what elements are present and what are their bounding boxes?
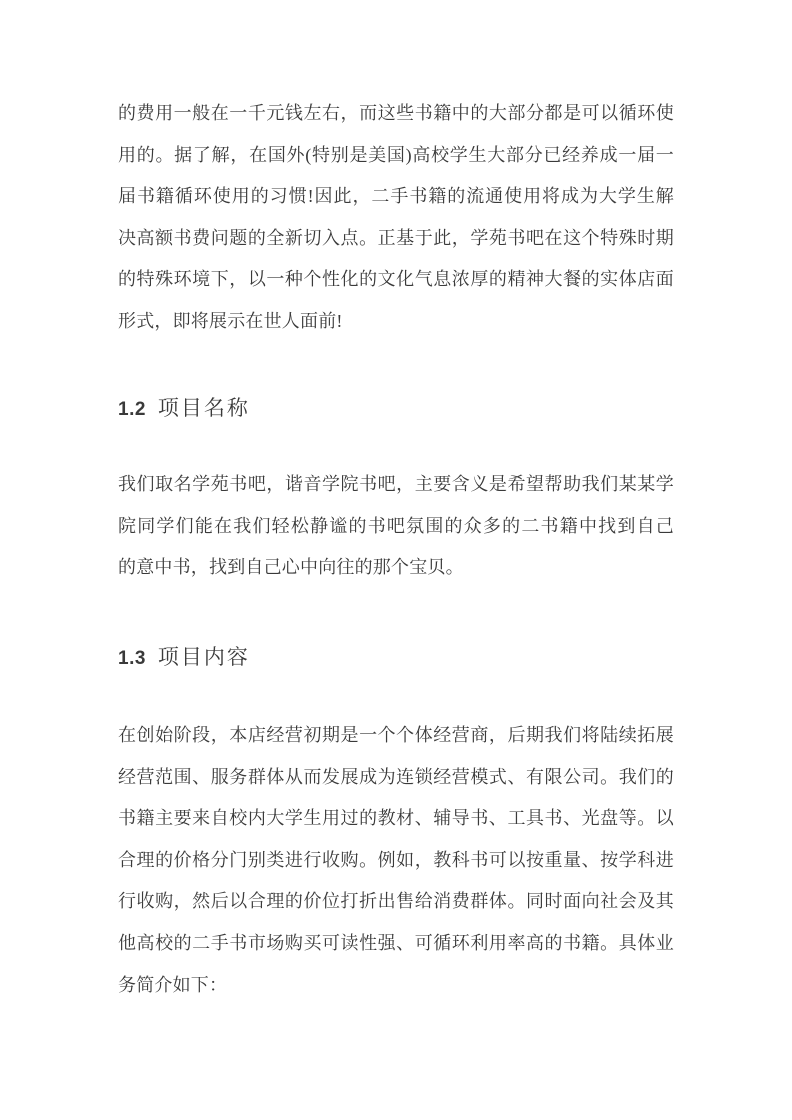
text-line: 我们取名学苑书吧，谐音学院书吧，主要含义是希望帮助我们某某学 — [118, 474, 674, 494]
text-line: 届书籍循环使用的习惯!因此，二手书籍的流通使用将成为大学生解 — [118, 186, 674, 207]
text-line: 他高校的二手书市场购买可读性强、可循环利用率高的书籍。具体业 — [118, 932, 674, 953]
text-line: 合理的价格分门别类进行收购。例如，教科书可以按重量、按学科进 — [118, 849, 674, 870]
body-paragraph-3 — [118, 715, 674, 1006]
text-line: 院同学们能在我们轻松静谧的书吧氛围的众多的二书籍中找到自己 — [118, 515, 674, 536]
section-title: 项目名称 — [157, 396, 250, 420]
text-line: 用的。据了解，在国外(特别是美国)高校学生大部分已经养成一届一 — [118, 144, 674, 165]
text-line: 的费用一般在一千元钱左右，而这些书籍中的大部分都是可以循环使 — [118, 103, 674, 123]
text-line: 行收购，然后以合理的价位打折出售给消费群体。同时面向社会及其 — [118, 891, 674, 912]
section-number: 1.2 — [118, 399, 146, 420]
section-heading-1-2 — [118, 393, 674, 425]
text-line: 形式，即将展示在世人面前! — [118, 310, 343, 331]
body-paragraph-2 — [118, 464, 674, 589]
section-title: 项目内容 — [157, 645, 250, 669]
text-line: 的意中书，找到自己心中向往的那个宝贝。 — [118, 557, 464, 578]
section-heading-1-3 — [118, 642, 674, 674]
text-line: 书籍主要来自校内大学生用过的教材、辅导书、工具书、光盘等。以 — [118, 808, 674, 829]
body-paragraph-1 — [118, 93, 674, 343]
text-line: 决高额书费问题的全新切入点。正基于此，学苑书吧在这个特殊时期 — [118, 227, 674, 248]
text-line: 务简介如下： — [118, 974, 228, 995]
text-line: 经营范围、服务群体从而发展成为连锁经营模式、有限公司。我们的 — [118, 766, 674, 787]
text-line: 在创始阶段，本店经营初期是一个个体经营商，后期我们将陆续拓展 — [118, 725, 674, 745]
section-number: 1.3 — [118, 648, 146, 669]
text-line: 的特殊环境下，以一种个性化的文化气息浓厚的精神大餐的实体店面 — [118, 269, 674, 290]
